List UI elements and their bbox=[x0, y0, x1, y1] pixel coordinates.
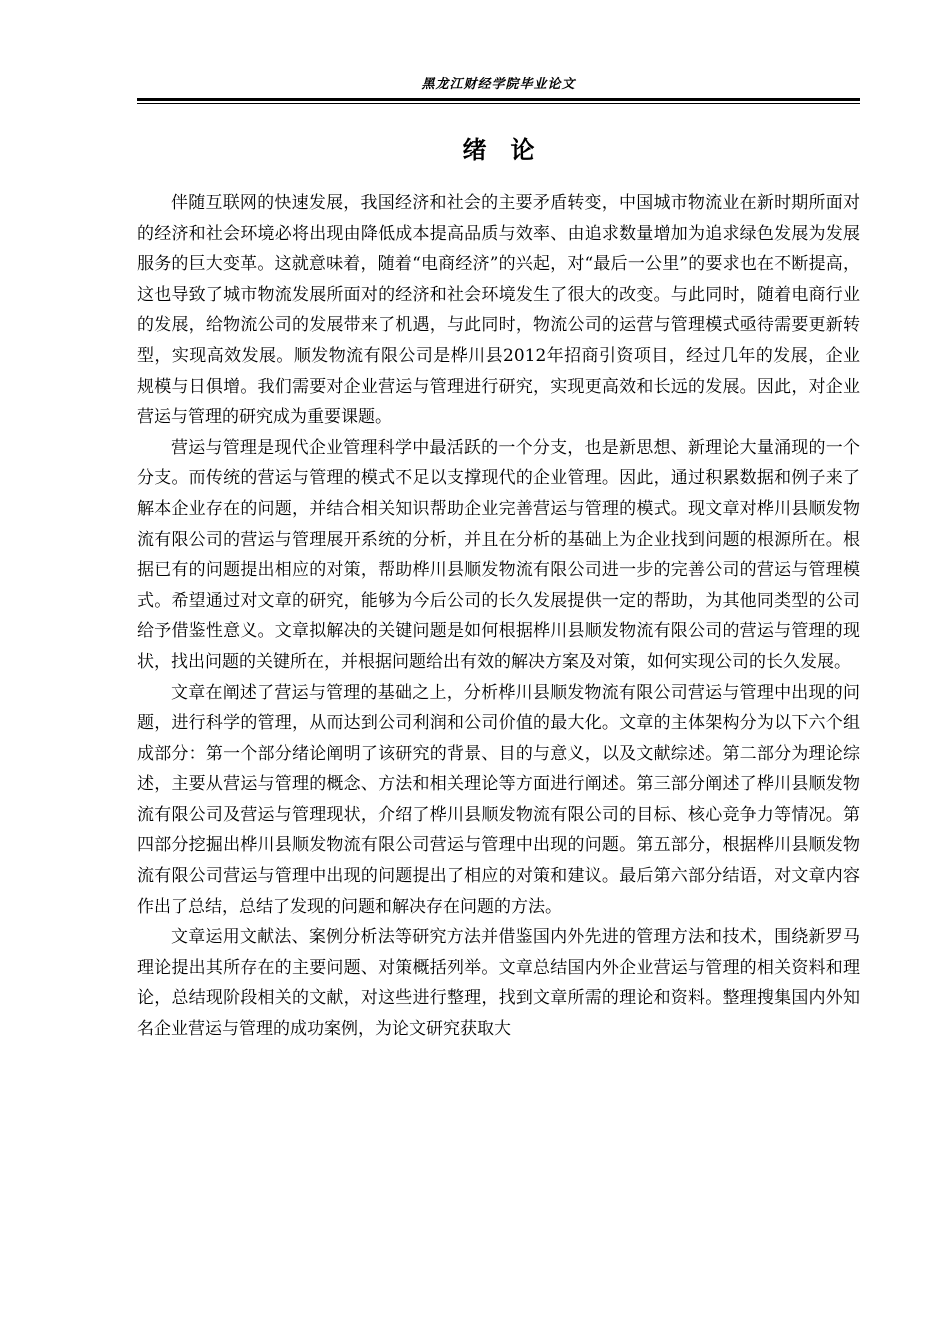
body-text bbox=[137, 188, 860, 1045]
paragraph: 文章运用文献法、案例分析法等研究方法并借鉴国内外先进的管理方法和技术，围绕新罗马理论提出其所存在的主要问题、对策概括列举。文章总结国内外企业营运与管理的相关资料和理论，总结现阶段相关的文献，对这些进行整理，找到文章所需的理论和资料。整理搜集国内外知名企业营运与管理的成功案例，为论文研究获取大 bbox=[137, 927, 860, 1040]
paragraph: 营运与管理是现代企业管理科学中最活跃的一个分支，也是新思想、新理论大量涌现的一个分支。而传统的营运与管理的模式不足以支撑现代的企业管理。因此，通过积累数据和例子来了解本企业存在的问题，并结合相关知识帮助企业完善营运与管理的模式。现文章对桦川县顺发物流有限公司的营运与管理展开系统的分析，并且在分析的基础上为企业找到问题的根源所在。根据已有的问题提出相应的对策，帮助桦川县顺发物流有限公司进一步的完善公司的营运与管理模式。希望通过对文章的研究，能够为今后公司的长久发展提供一定的帮助，为其他同类型的公司给予借鉴性意义。文章拟解决的关键问题是如何根据桦川县顺发物流有限公司的营运与管理的现状，找出问题的关键所在，并根据问题给出有效的解决方案及对策，如何实现公司的长久发展。 bbox=[137, 437, 860, 672]
header-rule-thin bbox=[137, 103, 860, 104]
chapter-title: 绪 论 bbox=[462, 136, 535, 164]
paragraph: 文章在阐述了营运与管理的基础之上，分析桦川县顺发物流有限公司营运与管理中出现的问题，进行科学的管理，从而达到公司利润和公司价值的最大化。文章的主体架构分为以下六个组成部分：第一个部分绪论阐明了该研究的背景、目的与意义，以及文献综述。第二部分为理论综述，主要从营运与管理的概念、方法和相关理论等方面进行阐述。第三部分阐述了桦川县顺发物流有限公司及营运与管理现状，介绍了桦川县顺发物流有限公司的目标、核心竞争力等情况。第四部分挖掘出桦川县顺发物流有限公司营运与管理中出现的问题。第五部分，根据桦川县顺发物流有限公司营运与管理中出现的问题提出了相应的对策和建议。最后第六部分结语，对文章内容作出了总结，总结了发现的问题和解决存在问题的方法。 bbox=[137, 682, 860, 917]
running-header-title: 黑龙江财经学院毕业论文 bbox=[421, 77, 576, 92]
paragraph: 伴随互联网的快速发展，我国经济和社会的主要矛盾转变，中国城市物流业在新时期所面对的经济和社会环境必将出现由降低成本提高品质与效率、由追求数量增加为追求绿色发展为发展服务的巨大变革。这就意味着，随着“电商经济”的兴起，对“最后一公里”的要求也在不断提高，这也导致了城市物流发展所面对的经济和社会环境发生了很大的改变。与此同时，随着电商行业的发展，给物流公司的发展带来了机遇，与此同时，物流公司的运营与管理模式亟待需要更新转型，实现高效发展。顺发物流有限公司是桦川县2012年招商引资项目，经过几年的发展，企业规模与日俱增。我们需要对企业营运与管理进行研究，实现更高效和长远的发展。因此，对企业营运与管理的研究成为重要课题。 bbox=[137, 193, 860, 428]
header-rule-thick bbox=[137, 98, 860, 101]
